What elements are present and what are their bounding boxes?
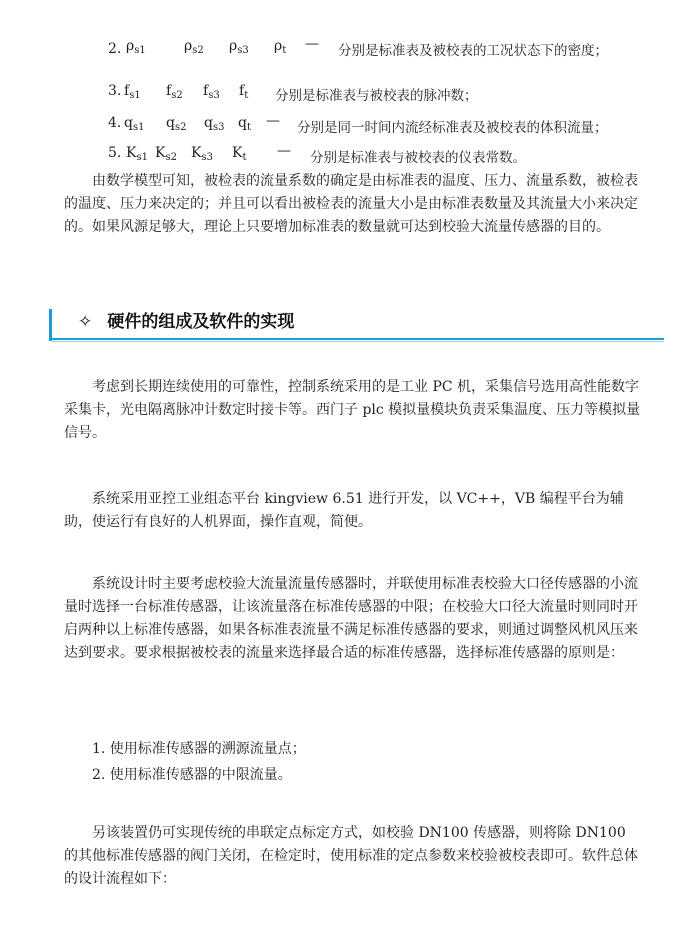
symbol-f-s3: $f_{s3}$ xyxy=(203,83,220,101)
section-divider-shadow xyxy=(52,341,664,342)
symbol-q-s1: $q_{s1}$ xyxy=(124,115,145,133)
section-accent-bar xyxy=(49,309,52,341)
definition-text-flow: 分别是同一时间内流经标准表及被校表的体积流量； xyxy=(297,120,608,136)
symbol-rho-s2: $\rho_{s2}$ xyxy=(184,38,204,56)
definition-text-pulses: 分别是标准表与被校表的脉冲数； xyxy=(275,88,478,104)
definition-number: 4. xyxy=(108,115,122,131)
symbol-f-s2: $f_{s2}$ xyxy=(166,83,183,101)
definition-number: 5. xyxy=(108,145,122,161)
software-paragraph: 系统采用亚控工业组态平台 kingview 6.51 进行开发，以 VC++，VB 编程平台为辅助，使运行有良好的人机界面，操作直观，简便。 xyxy=(64,491,624,530)
final-paragraph: 另该装置仍可实现传统的串联定点标定方式，如校验 DN100 传感器，则将除 DN100 的其他标准传感器的阀门关闭，在检定时，使用标准的定点参数来校验被校表即可。软件总体的设计流程如下： xyxy=(64,825,638,887)
section-heading xyxy=(78,307,294,332)
symbol-rho-t: $\rho_t$ xyxy=(274,38,287,56)
list-item: 1. 使用标准传感器的溯源流量点； xyxy=(92,741,306,757)
section-title: 硬件的组成及软件的实现 xyxy=(107,312,295,332)
symbol-q-s3: $q_{s3}$ xyxy=(204,115,225,133)
definition-number: 3. xyxy=(108,83,122,99)
section-divider xyxy=(52,338,664,340)
symbol-k-s2: $K_{s2}$ xyxy=(155,145,177,163)
symbol-f-t: $f_t$ xyxy=(239,83,249,101)
symbol-k-t: $K_t$ xyxy=(232,145,247,163)
design-paragraph: 系统设计时主要考虑校验大流量流量传感器时，并联使用标准表校验大口径传感器的小流量时选择一台标准传感器，让该流量落在标准传感器的中限；在校验大口径大流量时则同时开启两种以上标准传感器，如果各标准表流量不满足标准传感器的要求，则通过调整风机风压来达到要求。要求根据被校表的流量来选择最合适的标准传感器，选择标准传感器的原则是： xyxy=(64,576,638,661)
definition-number: 2. xyxy=(108,41,122,57)
intro-paragraph: 由数学模型可知，被检表的流量系数的确定是由标准表的温度、压力、流量系数，被检表的温度、压力来决定的；并且可以看出被检表的流量大小是由标准表数量及其流量大小来决定的。如果风源足够大，理论上只要增加标准表的数量就可达到校验大流量传感器的目的。 xyxy=(64,173,638,235)
symbol-f-s1: $f_{s1}$ xyxy=(124,83,141,101)
definition-dash: — xyxy=(266,113,280,129)
hardware-paragraph: 考虑到长期连续使用的可靠性，控制系统采用的是工业 PC 机，采集信号选用高性能数字采集卡，光电隔离脉冲计数定时接卡等。西门子 plc 模拟量模块负责采集温度、压力等模拟量信号。 xyxy=(64,379,641,441)
definition-line-density xyxy=(108,38,121,57)
symbol-rho-s1: $\rho_{s1}$ xyxy=(126,38,146,56)
symbol-q-t: $q_t$ xyxy=(238,115,251,133)
symbol-q-s2: $q_{s2}$ xyxy=(166,115,187,133)
sparkle-icon: ✧ xyxy=(78,312,93,332)
definition-dash: — xyxy=(277,143,291,159)
symbol-rho-s3: $\rho_{s3}$ xyxy=(229,38,249,56)
definition-dash: — xyxy=(305,36,319,52)
list-item: 2. 使用标准传感器的中限流量。 xyxy=(92,767,292,783)
symbol-k-s3: $K_{s3}$ xyxy=(191,145,213,163)
definition-text-constant: 分别是标准表与被校表的仪表常数。 xyxy=(310,150,526,166)
symbol-k-s1: $K_{s1}$ xyxy=(126,145,148,163)
definition-text-density: 分别是标准表及被校表的工况状态下的密度； xyxy=(338,43,608,59)
